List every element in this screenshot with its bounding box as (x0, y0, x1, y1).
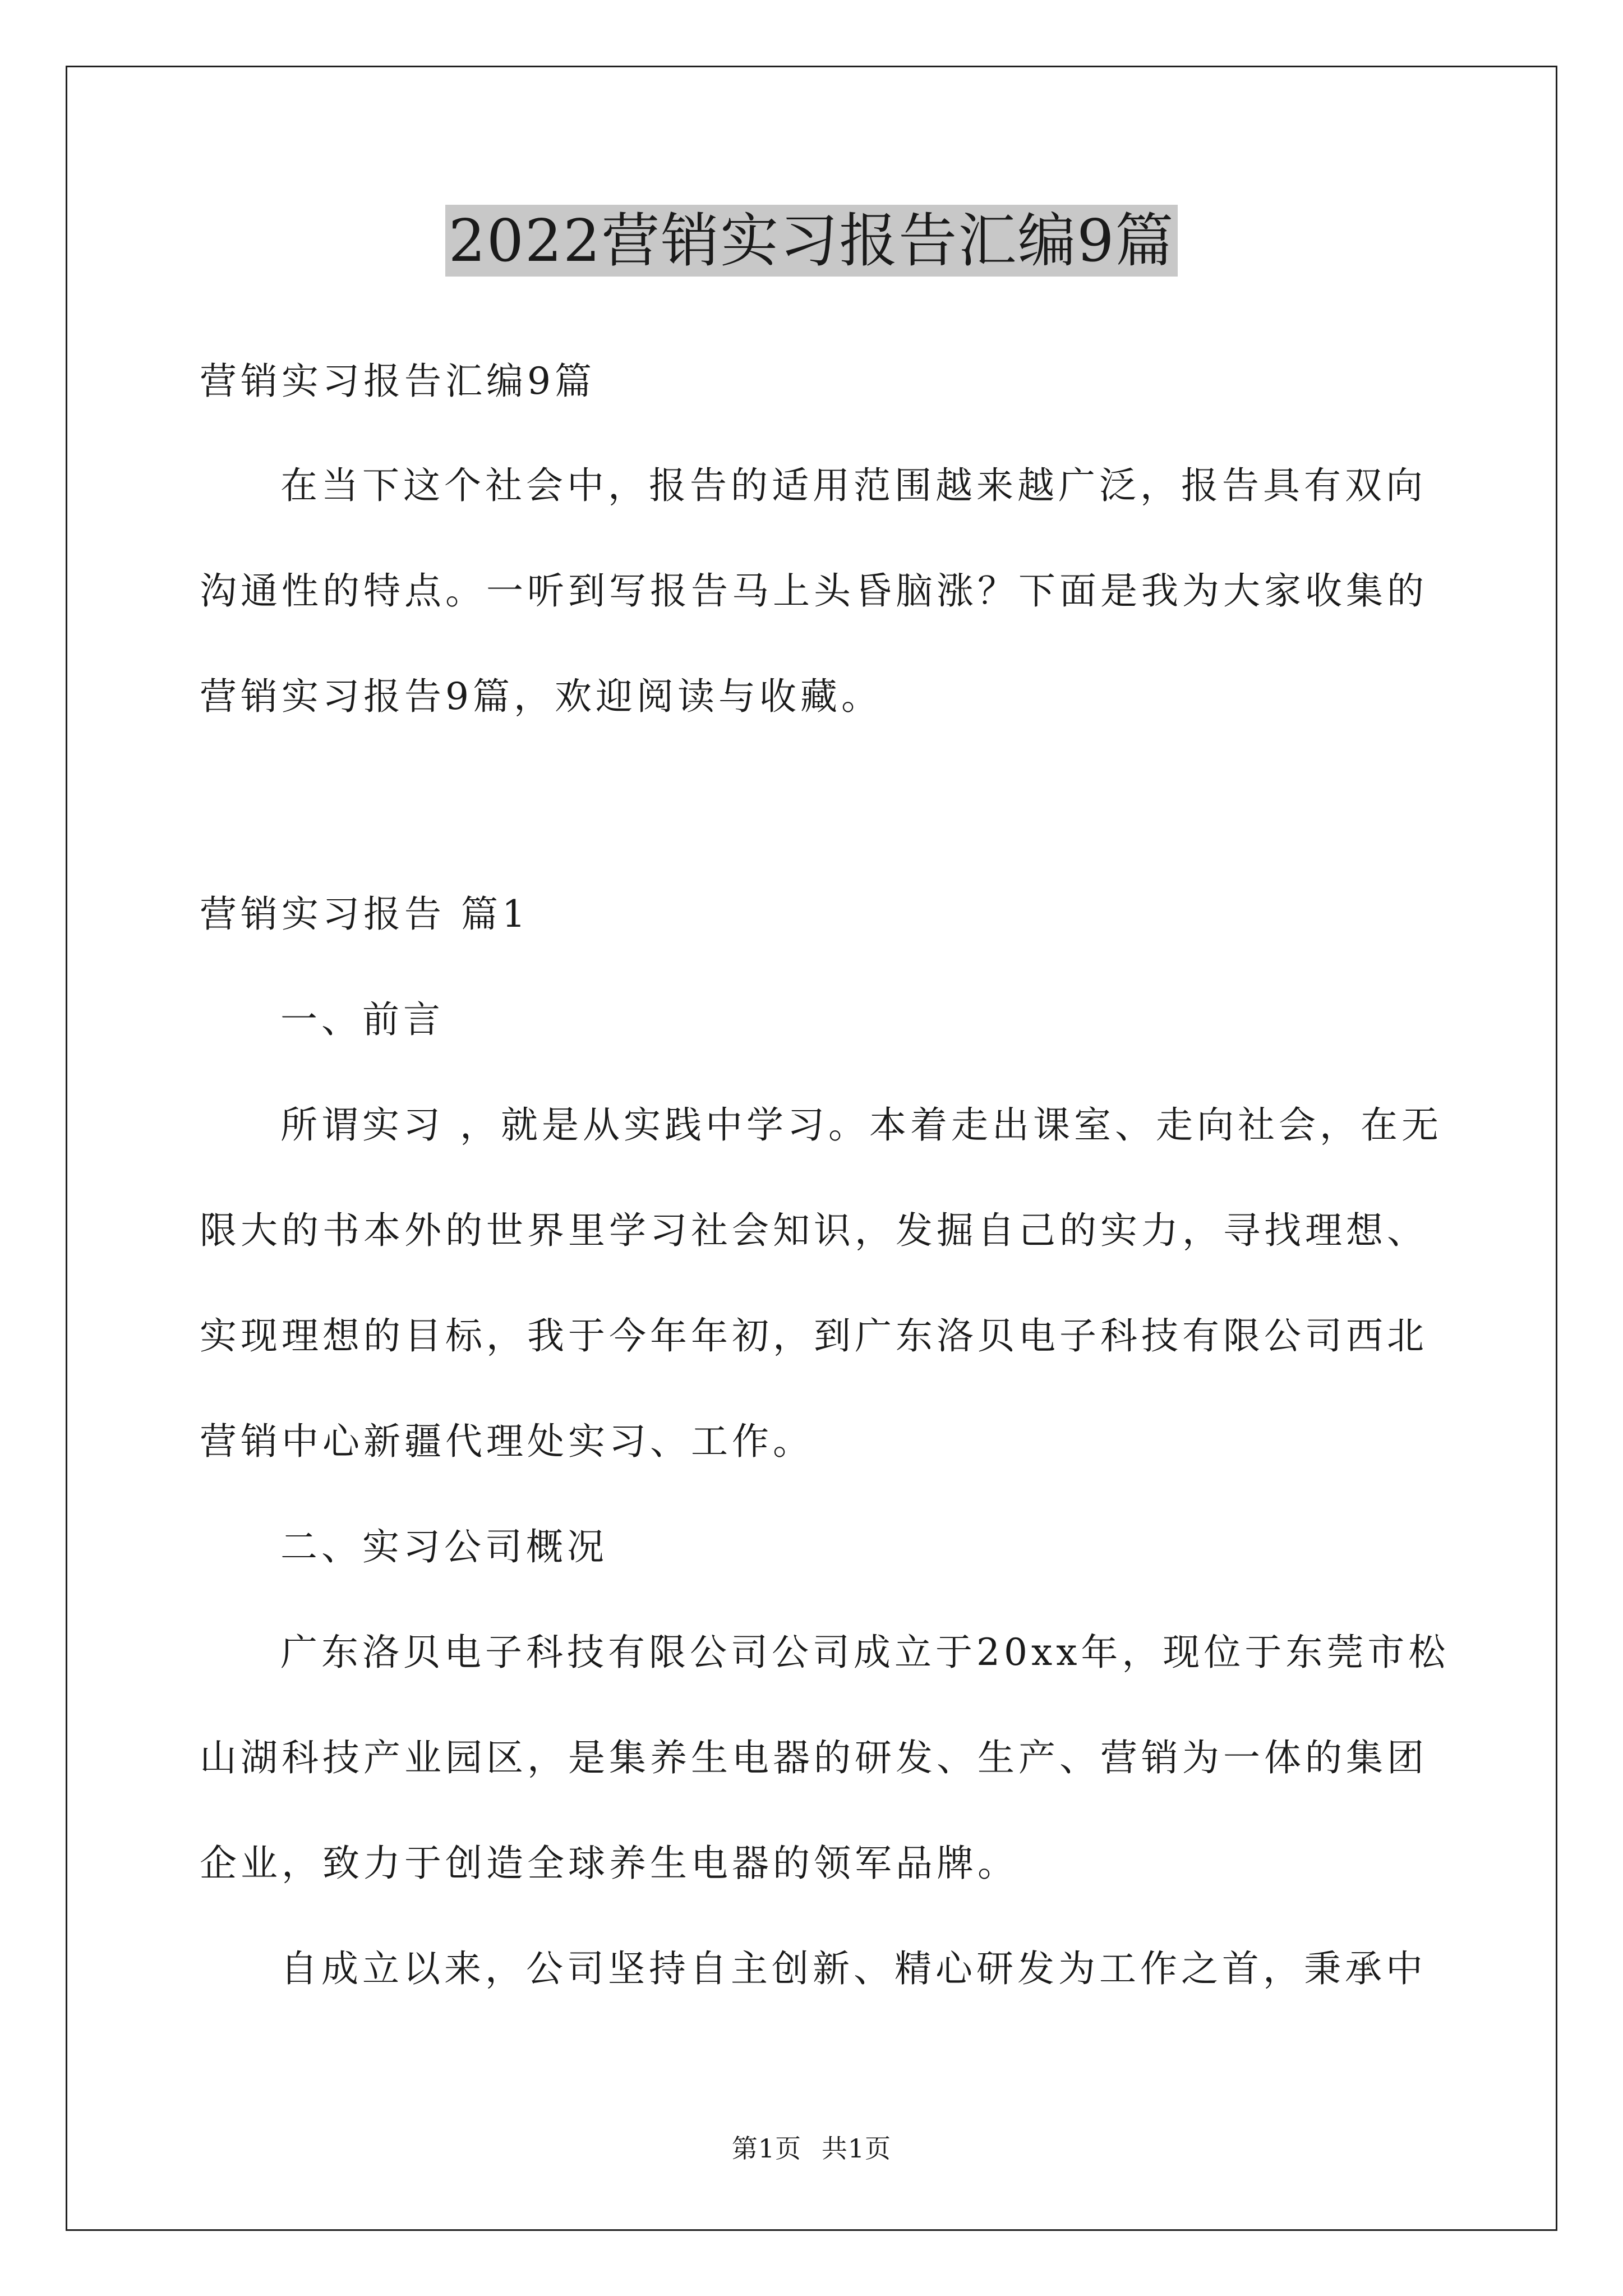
heading-preface: 一、前言 (280, 998, 444, 1041)
page-number-total: 共1页 (821, 2133, 892, 2164)
title-container (0, 205, 1623, 277)
page-number-current: 第1页 (731, 2133, 802, 2164)
para-1-line-3: 实现理想的目标，我于今年年初，到广东洛贝电子科技有限公司西北 (200, 1314, 1428, 1358)
para-1-line-1: 所谓实习 ，就是从实践中学习。本着走出课室、走向社会，在无 (280, 1103, 1442, 1147)
document-title: 2022营销实习报告汇编9篇 (445, 205, 1178, 277)
page-footer (0, 2132, 1623, 2165)
para-2-line-2: 山湖科技产业园区，是集养生电器的研发、生产、营销为一体的集团 (200, 1736, 1428, 1779)
para-2-line-1: 广东洛贝电子科技有限公司公司成立于20xx年，现位于东莞市松 (280, 1631, 1450, 1674)
section-heading: 营销实习报告 篇1 (200, 892, 529, 936)
intro-line-1: 在当下这个社会中，报告的适用范围越来越广泛，报告具有双向 (280, 464, 1427, 507)
document-subtitle: 营销实习报告汇编9篇 (200, 360, 596, 403)
para-2-line-3: 企业，致力于创造全球养生电器的领军品牌。 (200, 1842, 1018, 1885)
para-3-line-1: 自成立以来，公司坚持自主创新、精心研发为工作之首，秉承中 (280, 1947, 1427, 1990)
intro-line-3: 营销实习报告9篇，欢迎阅读与收藏。 (200, 675, 882, 718)
para-1-line-4: 营销中心新疆代理处实习、工作。 (200, 1420, 814, 1463)
intro-line-2: 沟通性的特点。一听到写报告马上头昏脑涨？下面是我为大家收集的 (200, 569, 1428, 613)
para-1-line-2: 限大的书本外的世界里学习社会知识，发掘自己的实力，寻找理想、 (200, 1209, 1428, 1252)
heading-company-overview: 二、实习公司概况 (280, 1525, 608, 1568)
